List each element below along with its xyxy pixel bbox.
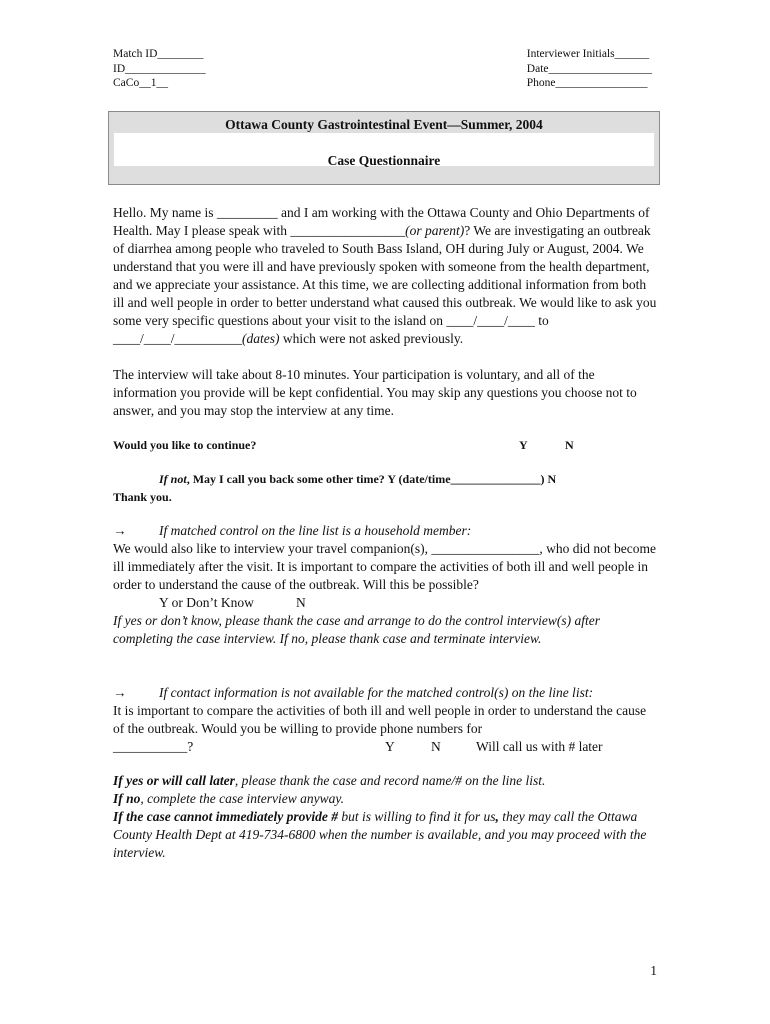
caco-field[interactable]: CaCo__1__ [113,77,168,89]
callback-question [113,470,658,488]
contact-section [113,684,658,702]
household-yes-option[interactable]: Y or Don’t Know [159,595,254,610]
callback-ifnot: If not [159,472,187,486]
instruction-3-mid: but is willing to find it for us [337,809,496,824]
intro-paragraph [113,204,658,348]
match-id-field[interactable]: Match ID________ [113,48,204,60]
intro-parent: (or parent) [405,223,465,238]
continue-question [113,436,658,454]
final-instructions [113,772,658,862]
intro-text-3: which were not asked previously. [279,331,464,346]
callback-thanks: Thank you. [113,490,172,504]
header-left [113,47,206,91]
consent-paragraph: The interview will take about 8-10 minutes. Your participation is voluntary, and all of the information you provide will be kept confidential. You may skip any questions you choose not to answer, and you may stop the interview at any time. [113,367,637,418]
form-header [113,47,658,91]
instruction-line-1 [113,772,658,790]
instruction-3-bold: If the case cannot immediately provide # [113,809,338,824]
phone-field[interactable]: Phone________________ [526,77,648,89]
date-field[interactable]: Date__________________ [526,62,652,75]
arrow-icon: → [113,523,127,538]
household-section [113,522,658,540]
household-heading: If matched control on the line list is a household member: [159,523,472,538]
instruction-1-text: , please thank the case and record name/# on the line list. [234,773,546,788]
header-right [527,47,652,91]
contact-text: It is important to compare the activities of both ill and well people in order to understand the cause of the outbreak. Would you be willing to provide phone numbers for [113,703,647,736]
contact-heading: If contact information is not available for the matched control(s) on the line list: [159,685,594,700]
continue-no-option[interactable]: N [565,438,574,452]
instruction-2-text: , complete the case interview anyway. [140,791,344,806]
continue-question-text: Would you like to continue? [113,438,257,452]
intro-text: Hello. My name is _________ and I am working with the Ottawa County and Ohio Departments of Health. May I please speak with _________________ [113,205,650,238]
household-instruction: If yes or don’t know, please thank the case and arrange to do the control interview(s) after completing the case interview. If no, please thank case and terminate interview. [113,613,601,646]
document-page [113,47,658,860]
intro-dates: (dates) [242,331,280,346]
document-title: Ottawa County Gastrointestinal Event—Summer, 2004 [225,117,543,132]
household-options [113,594,658,612]
contact-no-option[interactable]: N [431,739,441,754]
household-text: We would also like to interview your travel companion(s), ________________, who did not become ill immediately after the visit. It is important to compare the activities of both ill and well people in order to understand the cause of the outbreak. Will this be possible? [113,541,656,592]
title-box [108,111,660,185]
document-subtitle: Case Questionnaire [327,153,441,168]
instruction-3-text: they may call the Ottawa County Health Dept at 419-734-6800 when the number is available, and you may proceed with the interview. [113,809,647,860]
contact-later-option[interactable]: Will call us with # later [476,739,603,754]
intro-text-2: ? We are investigating an outbreak of diarrhea among people who traveled to South Bass Island, OH during July or August, 2004. We understand that you were ill and have previously spoken with someone from the health department, and we appreciate your assistance. At this time, we are collecting additional information from both ill and well people in order to better understand what caused this outbreak. We would like to ask you some very specific questions about your visit to the island on ____/____/____ to ____/____/__________ [113,223,657,346]
instruction-1-bold: If yes or will call later [113,773,235,788]
arrow-icon: → [113,685,127,700]
id-field[interactable]: ID______________ [113,62,206,75]
interviewer-initials-field[interactable]: Interviewer Initials______ [526,48,650,60]
page-number: 1 [650,963,657,978]
instruction-2-bold: If no [113,791,141,806]
callback-text: , May I call you back some other time? Y (date/time_______________) N [186,472,557,486]
contact-options [113,738,658,756]
continue-yes-option[interactable]: Y [519,438,528,452]
instruction-line-3 [113,808,658,862]
instruction-3-bold-comma: , [495,809,499,824]
questionnaire-body [113,204,658,862]
phone-number-blank[interactable]: ___________? [113,739,194,754]
instruction-line-2 [113,790,658,808]
contact-yes-option[interactable]: Y [385,739,395,754]
household-no-option[interactable]: N [296,595,306,610]
